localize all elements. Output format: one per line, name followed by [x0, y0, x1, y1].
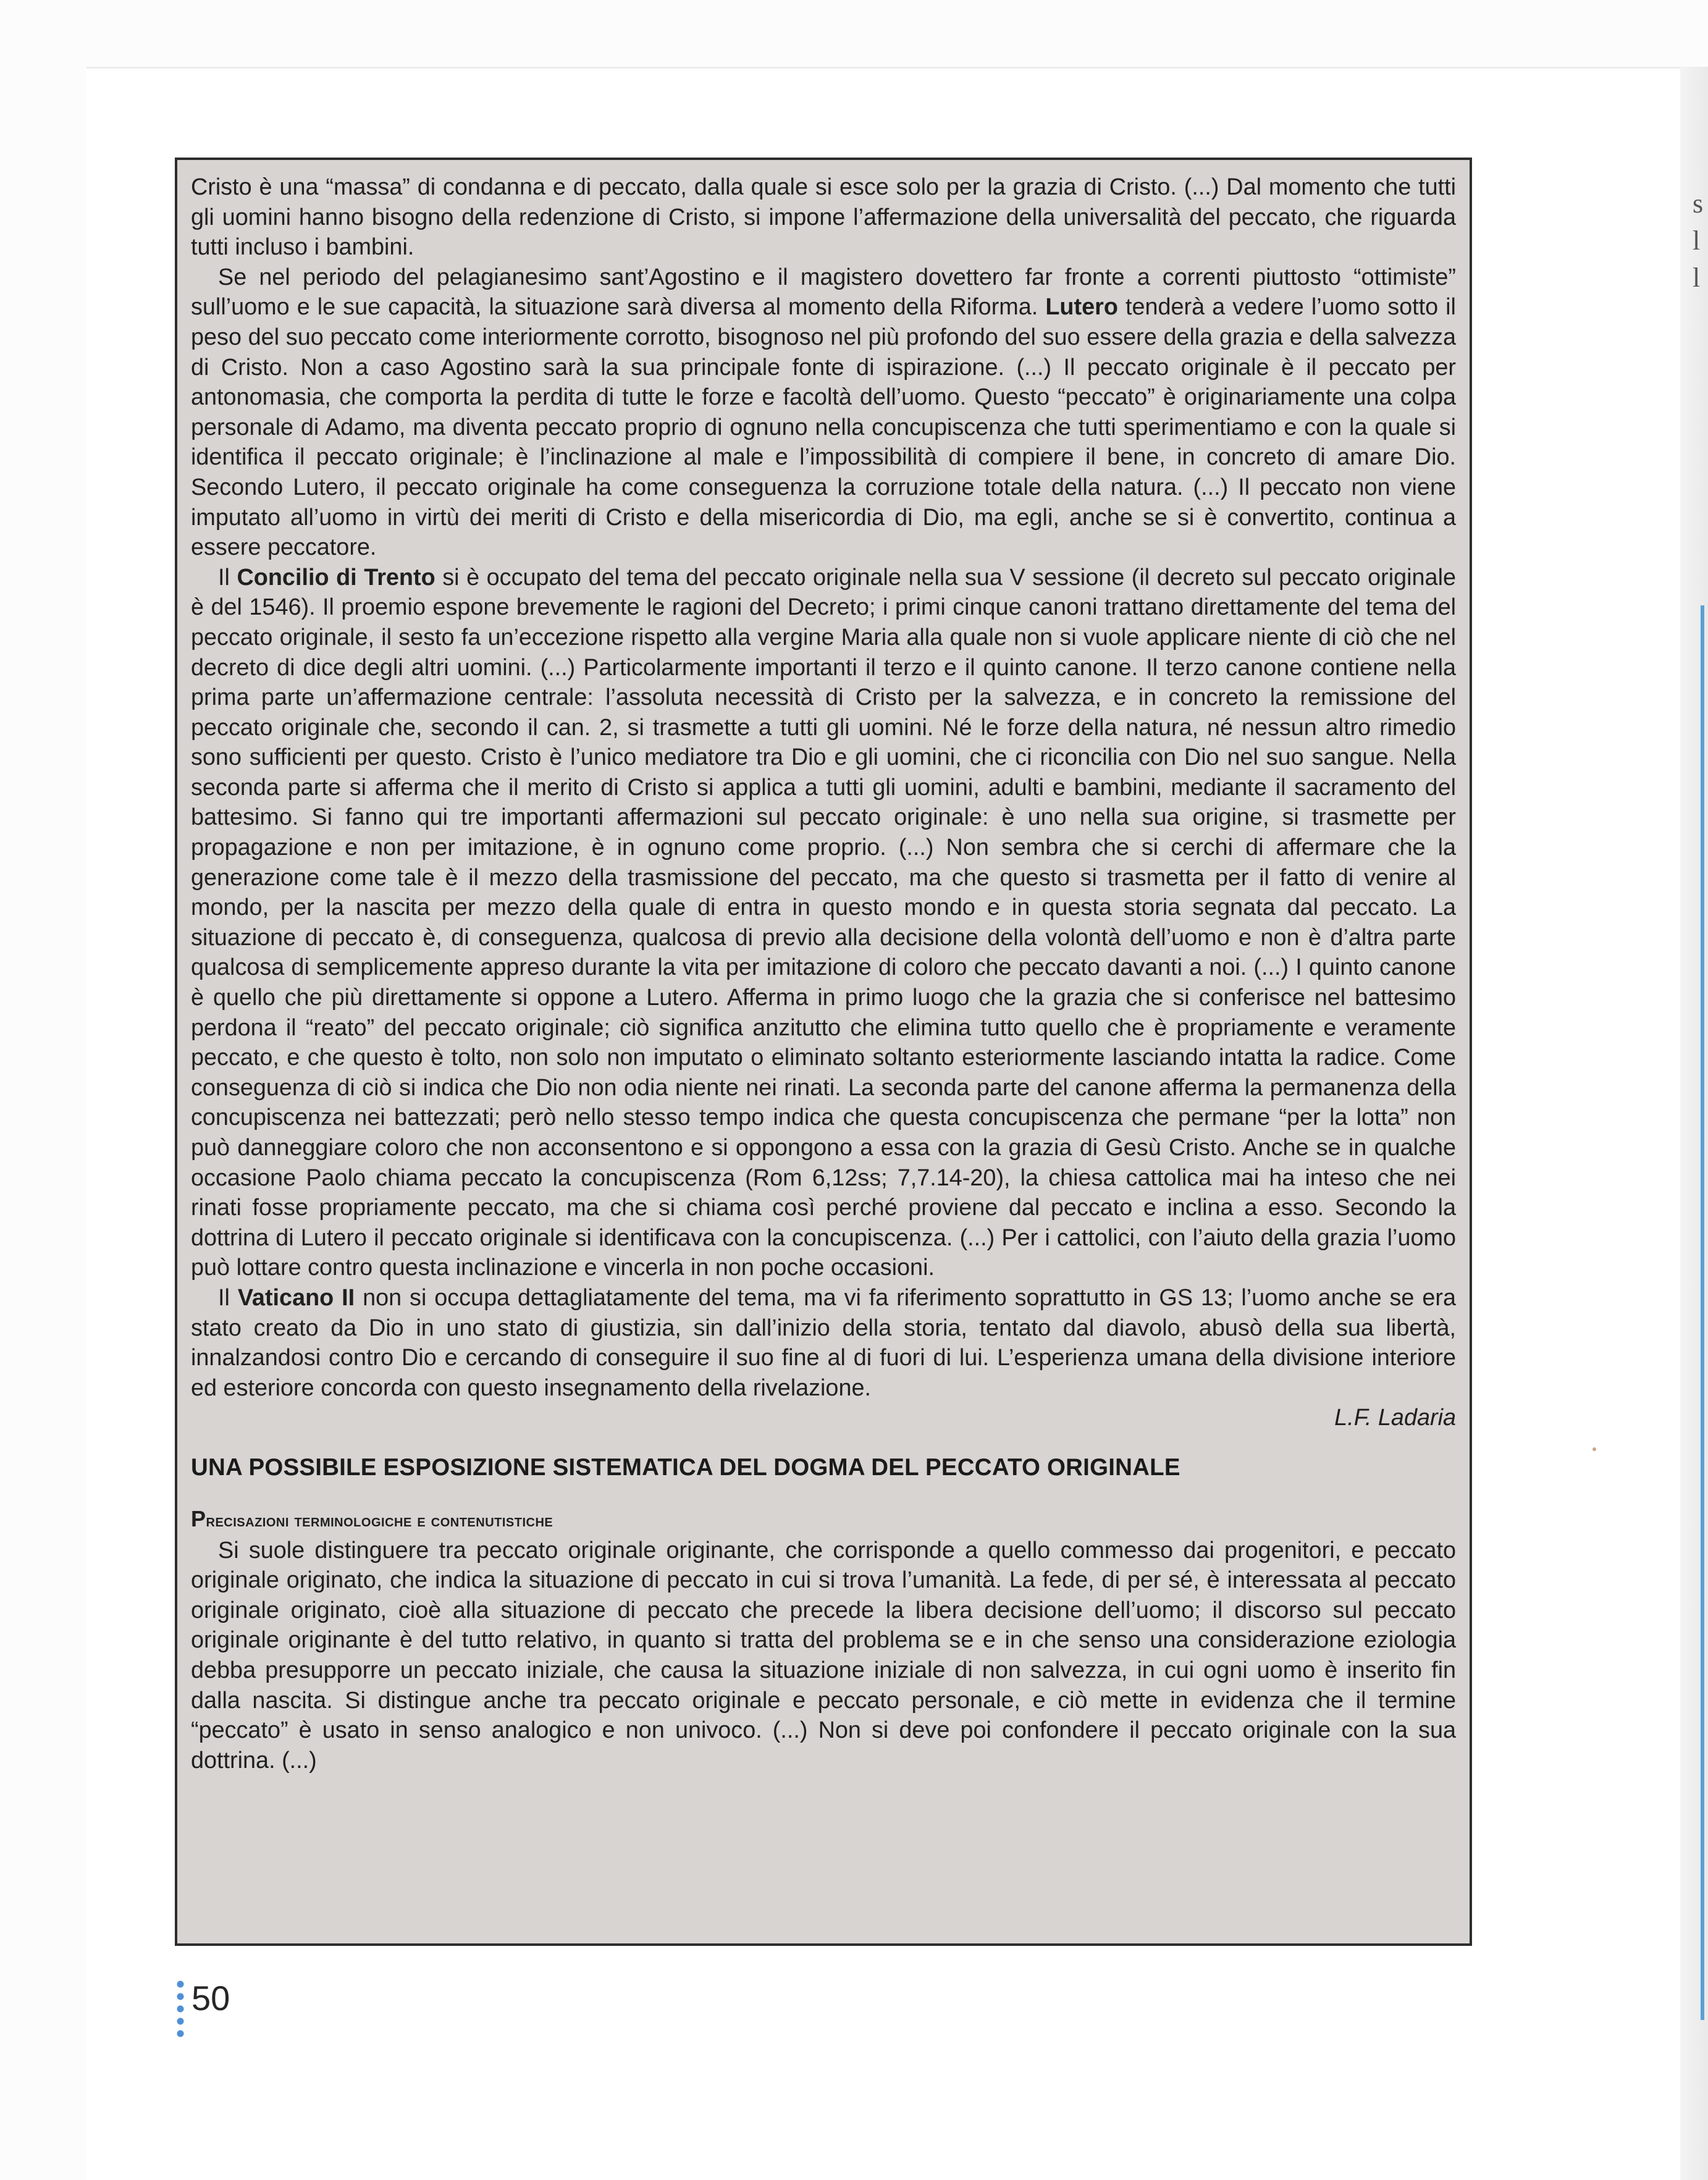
paragraph-lutero — [191, 263, 1456, 563]
keyword-vaticano-ii: Vaticano II — [237, 1284, 355, 1311]
paragraph-text: Il — [218, 1284, 230, 1311]
paragraph-vaticano — [191, 1283, 1456, 1403]
paragraph-text: non si occupa dettagliatamente del tema, ma vi fa riferimento soprattutto in GS 13; l’uomo anche se era stato creato da Dio in uno stato di giustizia, sin dall’inizio della storia, tentato dal diavolo, abusò della sua libertà, innalzandosi contro Dio e cercando di conseguire il suo fine al di fuori di lui. L’esperienza umana della divisione interiore ed esteriore concorda con questo insegnamento della rivelazione. — [191, 1284, 1456, 1401]
keyword-concilio-di-trento: Concilio di Trento — [237, 564, 435, 591]
section-title: UNA POSSIBILE ESPOSIZIONE SISTEMATICA DEL DOGMA DEL PECCATO ORIGINALE — [191, 1454, 1180, 1481]
keyword-lutero: Lutero — [1045, 294, 1118, 321]
text-box-content — [191, 172, 1456, 1931]
paper-speck — [1592, 1447, 1596, 1451]
author-signature: L.F. Ladaria — [1334, 1405, 1456, 1431]
paragraph-trento — [191, 563, 1456, 1283]
paragraph-text: Il — [218, 564, 230, 591]
next-page-edge-text: s l l — [1693, 188, 1704, 293]
page-number: 50 — [191, 1979, 230, 2018]
paragraph-text: tenderà a vedere l’uomo sotto il peso del suo peccato come interiormente corrotto, bisognoso nel più profondo del suo essere della grazia e della salvezza di Cristo. Non a caso Agostino sarà la sua principale fonte di ispirazione. (...) Il peccato originale è il peccato per antonomasia, che comporta la perdita di tutte le forze e facoltà dell’uomo. Questo “peccato” è originariamente una colpa personale di Adamo, ma diventa peccato proprio di ognuno nella concupiscenza che tutti sperimentiamo e con la quale si identifica il peccato originale; è l’inclinazione al male e l’impossibilità di compiere il bene, in concreto di amare Dio. Secondo Lutero, il peccato originale ha come conseguenza la corruzione totale della natura. (...) Il peccato non viene imputato all’uomo in virtù dei meriti di Cristo e della misericordia di Dio, ma egli, anche se si è convertito, continua a essere peccatore. — [191, 294, 1456, 561]
paragraph-precisazioni: Si suole distinguere tra peccato originale originante, che corrisponde a quello commesso dai progenitori, e peccato originale originato, che indica la situazione di peccato in cui si trova l’umanità. La fede, di per sé, è interessata al peccato originale originato, cioè alla situazione di peccato che precede la libera decisione dell’uomo; il discorso sul peccato originale originante è del tutto relativo, in quanto si tratta del problema se e in che senso una considerazione eziologia debba presupporre un peccato iniziale, che causa la situazione iniziale di non salvezza, in cui ogni uomo è inserito fin dalla nascita. Si distingue anche tra peccato originale e peccato personale, e ciò mette in evidenza che il termine “peccato” è usato in senso analogico e non univoco. (...) Non si deve poi confondere il peccato originale con la sua dottrina. (...) — [191, 1537, 1456, 1774]
paragraph-intro: Cristo è una “massa” di condanna e di peccato, dalla quale si esce solo per la grazia di Cristo. (...) Dal momento che tutti gli uomini hanno bisogno della redenzione di Cristo, si impone l’affermazione della universalità del peccato, che riguarda tutti incluso i bambini. — [191, 174, 1456, 261]
page-number-dots — [177, 1978, 184, 2039]
text-box — [175, 158, 1472, 1946]
subsection-title: Precisazioni terminologiche e contenutistiche — [191, 1505, 553, 1531]
paragraph-text: Se nel periodo del pelagianesimo sant’Agostino e il magistero dovettero far fronte a correnti piuttosto “ottimiste” sull’uomo e le sue capacità, la situazione sarà diversa al momento della Riforma. — [191, 264, 1456, 321]
paragraph-text: si è occupato del tema del peccato originale nella sua V sessione (il decreto sul peccato originale è del 1546). Il proemio espone brevemente le ragioni del Decreto; i primi cinque canoni trattano direttamente del tema del peccato originale, il sesto fa un’eccezione rispetto alla vergine Maria alla quale non si vuole applicare niente di ciò che nel decreto di dice degli altri uomini. (...) Particolarmente importanti il terzo e il quinto canone. Il terzo canone contiene nella prima parte un’affermazione centrale: l’assoluta necessità di Cristo per la salvezza, e in concreto la remissione del peccato originale che, secondo il can. 2, si trasmette a tutti gli uomini. Né le forze della natura, né nessun altro rimedio sono sufficienti per questo. Cristo è l’unico mediatore tra Dio e gli uomini, che ci riconcilia con Dio nel suo sangue. Nella seconda parte si afferma che il merito di Cristo si applica a tutti gli uomini, adulti e bambini, mediante il sacramento del battesimo. Si fanno qui tre importanti affermazioni sul peccato originale: è uno nella sua origine, si trasmette per propagazione e non per imitazione, è in ognuno come proprio. (...) Non sembra che si cerchi di affermare che la generazione come tale è il mezzo della trasmissione del peccato, ma che questo si trasmetta per il fatto di venire al mondo, per la nascita per mezzo della quale di entra in questo mondo e in questa storia segnata dal peccato. La situazione di peccato è, di conseguenza, qualcosa di previo alla decisione della volontà dell’uomo e non è d’altra parte qualcosa di semplicemente appreso durante la vita per imitazione di coloro che peccato davanti a noi. (...) I quinto canone è quello che più direttamente si oppone a Lutero. Afferma in primo luogo che la grazia che si conferisce nel battesimo perdona il “reato” del peccato originale; ciò significa anzitutto che elimina tutto quello che è propriamente e veramente peccato, e che questo è tolto, non solo non imputato o eliminato soltanto esteriormente lasciando intatta la radice. Come conseguenza di ciò si indica che Dio non odia niente nei rinati. La seconda parte del canone afferma la permanenza della concupiscenza nei battezzati; però nello stesso tempo indica che questa concupiscenza che permane “per la lotta” non può danneggiare coloro che non acconsentono e si oppongono a essa con la grazia di Gesù Cristo. Anche se in qualche occasione Paolo chiama peccato la concupiscenza (Rom 6,12ss; 7,7.14-20), la chiesa cattolica mai ha inteso che nei rinati fosse propriamente peccato, ma che si chiama così perché proviene dal peccato e inclina a esso. Secondo la dottrina di Lutero il peccato originale si identificava con la concupiscenza. (...) Per i cattolici, con l’aiuto della grazia l’uomo può lottare contro questa inclinazione e vincerla in non poche occasioni. — [191, 564, 1456, 1281]
